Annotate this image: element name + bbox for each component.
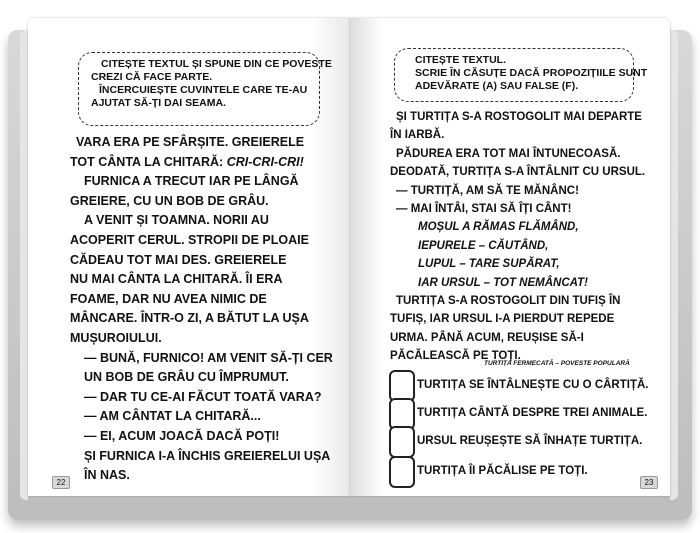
- right-instruction-box: [394, 48, 648, 102]
- story-line: FOAME, DAR NU AVEA NIMIC DE: [70, 291, 267, 306]
- story-line: UN BOB DE GRÂU CU ÎMPRUMUT.: [84, 370, 289, 385]
- left-story-text: [70, 133, 333, 486]
- story-line: GREIERE, CU UN BOB DE GRÂU.: [70, 193, 269, 208]
- story-line: DEODATĂ, TURTIȚA S-A ÎNTÂLNIT CU URSUL.: [390, 166, 646, 179]
- story-line: ACOPERIT CERUL. STROPII DE PLOAIE: [70, 232, 309, 247]
- statement-text: URSUL REUȘEȘTE SĂ ÎNHAȚE TURTIȚA.: [417, 435, 643, 447]
- story-line-italic: CRI-CRI-CRI!: [226, 154, 304, 169]
- story-line: TUFIȘ, IAR URSUL I-A PIERDUT REPEDE: [390, 313, 615, 326]
- story-line: VARA ERA PE SFÂRȘITE. GREIERELE: [76, 135, 305, 149]
- instruction-line: SCRIE ÎN CĂSUȚE DACĂ PROPOZIȚIILE SUNT: [415, 67, 648, 79]
- story-line: — DAR TU CE-AI FĂCUT TOATĂ VARA?: [84, 389, 322, 404]
- instruction-line: ÎNCERCUIEȘTE CUVINTELE CARE TE-AU: [99, 84, 308, 96]
- right-page-edge: [670, 30, 678, 500]
- story-line: A VENIT ȘI TOAMNA. NORII AU: [84, 213, 269, 228]
- statement-text: TURTIȚA SE ÎNTÂLNEȘTE CU O CÂRTIȚĂ.: [417, 379, 649, 391]
- instruction-line: CITEȘTE TEXTUL.: [415, 54, 507, 66]
- story-line: — AM CÂNTAT LA CHITARĂ...: [84, 409, 261, 424]
- story-line: ÎN NAS.: [84, 468, 130, 483]
- instruction-line: ADEVĂRATE (A) SAU FALSE (F).: [415, 80, 579, 92]
- story-line: — BUNĂ, FURNICO! AM VENIT SĂ-ȚI CER: [84, 350, 333, 365]
- instruction-line: CITEȘTE TEXTUL ȘI SPUNE DIN CE POVESTE: [101, 58, 332, 70]
- statement-row: [389, 426, 669, 458]
- story-line: — EI, ACUM JOACĂ DACĂ POȚI!: [84, 428, 280, 443]
- statement-text: TURTIȚA CÂNTĂ DESPRE TREI ANIMALE.: [417, 407, 648, 419]
- story-line: NU MAI CÂNTA LA CHITARĂ. ÎI ERA: [70, 272, 283, 287]
- story-line: — TURTIȚĂ, AM SĂ TE MĂNÂNC!: [396, 184, 579, 197]
- answer-box[interactable]: [389, 456, 415, 488]
- statement-text: TURTIȚA ÎI PĂCĂLISE PE TOȚI.: [417, 465, 588, 477]
- instruction-line: AJUTAT SĂ-ȚI DAI SEAMA.: [91, 97, 226, 109]
- left-page-edge: [20, 30, 28, 500]
- story-line: ÎN IARBĂ.: [390, 129, 445, 142]
- song-line: LUPUL – TARE SUPĂRAT,: [418, 258, 560, 271]
- story-line: MÂNCARE. ÎNTR-O ZI, A BĂTUT LA UȘA: [70, 311, 309, 326]
- right-story-text: [390, 108, 645, 366]
- left-instruction-box: [78, 52, 332, 126]
- page-number-right: 23: [640, 476, 658, 489]
- story-line: ȘI TURTIȚA S-A ROSTOGOLIT MAI DEPARTE: [396, 111, 642, 123]
- story-line: CĂDEAU TOT MAI DES. GREIERELE: [70, 252, 287, 267]
- story-line: PĂDUREA ERA TOT MAI ÎNTUNECOASĂ.: [396, 147, 621, 160]
- song-line: IAR URSUL – TOT NEMÂNCAT!: [418, 276, 588, 289]
- instruction-line: CREZI CĂ FACE PARTE.: [91, 71, 213, 83]
- story-line: FURNICA A TRECUT IAR PE LÂNGĂ: [84, 174, 299, 189]
- story-line: URMA. PÂNĂ ACUM, REUȘISE SĂ-I: [390, 331, 584, 344]
- song-line: MOȘUL A RĂMAS FLĂMÂND,: [418, 221, 579, 234]
- answer-box[interactable]: [389, 426, 415, 458]
- song-line: IEPURELE – CĂUTÂND,: [418, 239, 549, 252]
- story-line: PĂCĂLEASCĂ PE TOȚI.: [390, 350, 521, 363]
- story-line: MUȘUROIULUI.: [70, 330, 162, 345]
- story-line: TURTIȚA S-A ROSTOGOLIT DIN TUFIȘ ÎN: [396, 295, 621, 308]
- page-number-left: 22: [52, 476, 70, 489]
- story-line: ȘI FURNICA I-A ÎNCHIS GREIERELUI UȘA: [84, 448, 331, 463]
- story-line: — MAI ÎNTÂI, STAI SĂ ÎȚI CÂNT!: [396, 203, 572, 216]
- statement-row: [389, 456, 669, 488]
- story-source: TURTIȚA FERMECATĂ – POVESTE POPULARĂ: [484, 360, 630, 367]
- story-line: TOT CÂNTA LA CHITARĂ:: [70, 154, 227, 169]
